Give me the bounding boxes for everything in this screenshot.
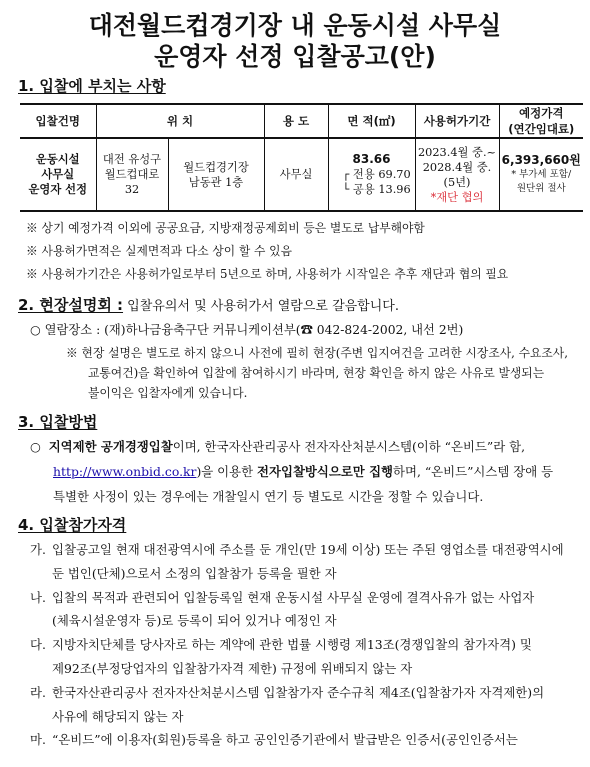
cell-period: [415, 138, 499, 210]
cell-use: 사무실: [264, 138, 328, 210]
section3-line1: [30, 434, 553, 459]
list-item-cont: 제92조(부정당업자의 입찰참가자격 제한) 규정에 위배되지 않는 자: [52, 660, 413, 676]
building-line2: 남동관 1층: [188, 175, 244, 189]
price-value: 6,393,660원: [501, 153, 581, 167]
section1-heading: [18, 75, 166, 96]
section3-line2: [30, 459, 553, 484]
header-use: 용 도: [264, 105, 328, 138]
section2-heading-text: 2. 현장설명회 :: [18, 296, 124, 314]
item-label: 가.: [30, 542, 46, 557]
onbid-link[interactable]: http://www.onbid.co.kr: [53, 464, 197, 479]
period-line1: 2023.4월 중.~: [418, 145, 497, 159]
list-item: [30, 681, 564, 705]
address-line2: 월드컵대로: [104, 168, 160, 181]
item-text: 입찰공고일 현재 대전광역시에 주소를 둔 개인(만 19세 이상) 또는 주된 영업소를 대전광역시에: [52, 542, 564, 557]
section3-text-2: )을 이용한: [196, 464, 258, 479]
section3-bold-2: 전자입찰방식으로만 집행: [257, 464, 394, 479]
price-note-line2: 원단위 절사: [516, 183, 566, 194]
cell-address: [96, 138, 168, 210]
section3-line3: 특별한 사정이 있는 경우에는 개찰일시 연기 등 별도로 시간을 정할 수 있습니다.: [53, 489, 484, 504]
item-text: “온비드”에 이용자(회원)등록을 하고 공인인증기관에서 발급받은 인증서(공인인증서는: [52, 732, 518, 748]
section4-heading-text: 4. 입찰참가자격: [18, 516, 127, 534]
item-label: 나.: [30, 589, 46, 605]
section4-list: [30, 538, 564, 752]
section3-heading-text: 3. 입찰방법: [18, 413, 98, 431]
item-label: 라.: [30, 684, 46, 700]
section1-note-2: ※ 사용허가면적은 실제면적과 다소 상이 할 수 있음: [26, 244, 292, 258]
section4-heading: [18, 514, 126, 535]
list-item: [30, 538, 564, 562]
section1-note-3: ※ 사용허가기간은 사용허가일로부터 5년으로 하며, 사용허가 시작일은 추후 재단과 협의 필요: [26, 267, 509, 281]
section2-note-3: 불이익은 입찰자에게 있습니다.: [88, 386, 248, 400]
header-period: 사용허가기간: [415, 105, 499, 138]
price-note-line1: * 부가세 포함/: [511, 169, 572, 180]
list-item: [30, 633, 564, 657]
section2-place: ○ 열람장소 : (재)하나금융축구단 커뮤니케이션부(☎ 042-824-2002, 내선 2번): [30, 323, 464, 337]
area-exclusive: ┌ 전용 69.70: [342, 168, 411, 181]
item-text: 입찰의 목적과 관련되어 입찰등록일 현재 운동시설 사무실 운영에 결격사유가 없는 사업자: [52, 589, 535, 605]
bullet-icon: ○: [30, 439, 41, 454]
bid-name-line2: 사무실: [41, 168, 75, 181]
period-line2: 2028.4월 중.: [422, 160, 492, 174]
page-title-line2: 운영자 선정 입찰공고(안): [154, 42, 436, 71]
section3-heading: [18, 411, 97, 432]
section1-heading-text: 1. 입찰에 부치는 사항: [18, 77, 166, 95]
bid-name-line3: 운영자 선정: [28, 183, 87, 196]
list-item-cont: 둔 법인(단체)으로서 소정의 입찰참가 등록을 필한 자: [52, 565, 337, 581]
page-title-line1: 대전월드컵경기장 내 운동시설 사무실: [88, 11, 502, 40]
item-text: 한국자산관리공사 전자자산처분시스템 입찰참가자 준수규칙 제4조(입찰참가자 자격제한)의: [52, 684, 545, 700]
header-location: 위 치: [96, 105, 264, 138]
cell-area: [328, 138, 415, 210]
list-item-cont: 사유에 해당되지 않는 자: [52, 708, 184, 724]
header-name: 입찰건명: [20, 105, 96, 138]
building-line1: 월드컵경기장: [183, 160, 249, 174]
item-label: 마.: [30, 732, 46, 748]
bid-table: [20, 103, 583, 212]
header-price: [499, 105, 583, 138]
table-header-row: [20, 105, 583, 138]
section2-note-1: ※ 현장 설명은 별도로 하지 않으니 사전에 필히 현장(주변 입지여건을 고려한 시장조사, 수요조사,: [66, 346, 568, 360]
section2-note-2: 교통여건)을 확인하여 입찰에 참여하시기 바라며, 현장 확인을 하지 않은 사유로 발생되는: [88, 366, 545, 380]
area-total: 83.66: [352, 152, 391, 166]
item-label: 다.: [30, 637, 46, 653]
section2-heading-rest: 입찰유의서 및 사용허가서 열람으로 갈음합니다.: [123, 299, 399, 314]
address-line1: 대전 유성구: [102, 153, 162, 166]
list-item: [30, 586, 564, 610]
bid-name-line1: 운동시설: [35, 153, 80, 166]
section1-note-1: ※ 상기 예정가격 이외에 공공요금, 지방재정공제회비 등은 별도로 납부해야함: [26, 221, 425, 235]
item-text: 지방자치단체를 당사자로 하는 계약에 관한 법률 시행령 제13조(경쟁입찰의 참가자격) 및: [52, 637, 532, 653]
address-line3: 32: [124, 183, 140, 196]
cell-bid-name: [20, 138, 96, 210]
period-note: *재단 협의: [430, 190, 484, 204]
section3-body: [30, 434, 553, 509]
header-area: 면 적(㎡): [328, 105, 415, 138]
cell-price: [499, 138, 583, 210]
list-item: [30, 728, 564, 752]
period-line3: (5년): [443, 175, 471, 189]
section3-text-3: 하며, “온비드”시스템 장애 등: [393, 464, 554, 479]
table-row: [20, 138, 583, 210]
cell-building: [168, 138, 264, 210]
section3-text-1: 이며, 한국자산관리공사 전자자산처분시스템(이하 “온비드”라 함,: [172, 439, 526, 454]
area-common: └ 공용 13.96: [342, 183, 411, 196]
header-price-line1: 예정가격: [519, 106, 564, 120]
header-price-line2: (연간임대료): [508, 122, 575, 136]
section2-heading: [18, 294, 399, 315]
section3-bold-1: 지역제한 공개경쟁입찰: [48, 439, 173, 454]
list-item-cont: (체육시설운영자 등)로 등록이 되어 있거나 예정인 자: [52, 613, 337, 629]
